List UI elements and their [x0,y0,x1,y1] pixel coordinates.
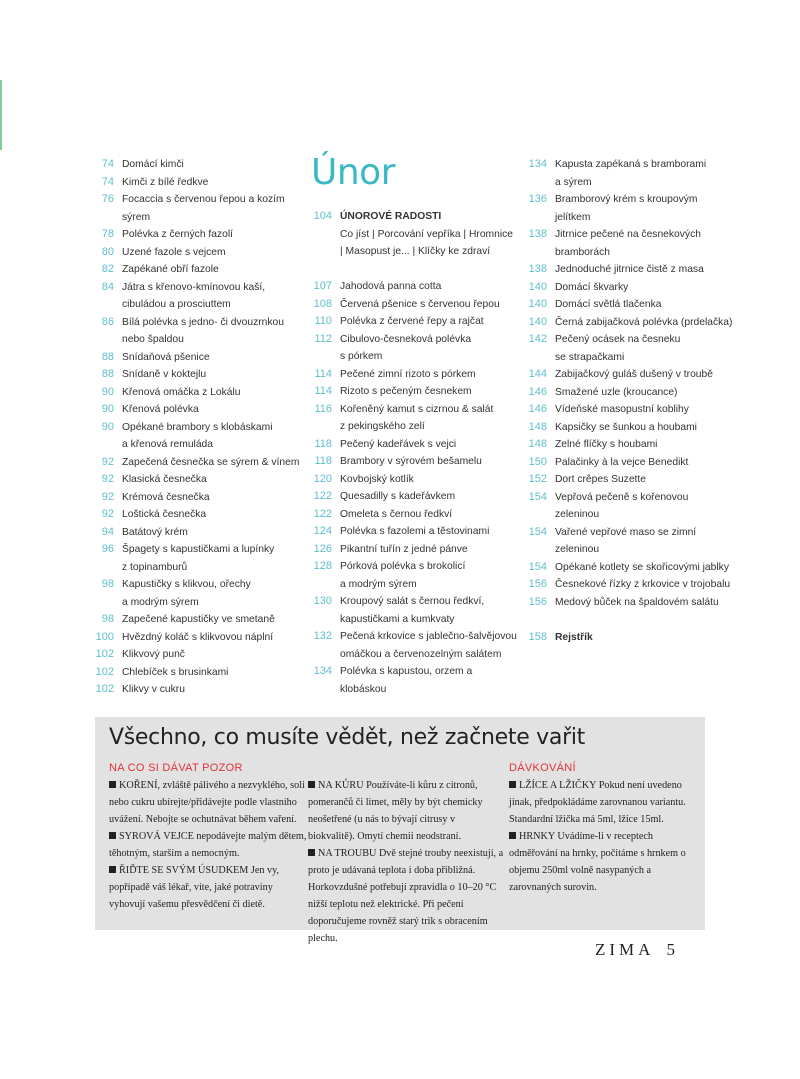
toc-title: Pečený kadeřávek s vejci [340,438,457,450]
toc-title: Kroupový salát s černou ředkví, [340,596,485,607]
info-paragraph: SYROVÁ VEJCE nepodávejte malým dětem, těhotným, starším a nemocným. [109,831,307,859]
toc-item-continued [518,244,758,262]
toc-column-2 [303,152,521,698]
toc-section-subtitle [303,243,521,261]
toc-title: Křenová polévka [122,404,199,415]
toc-page-number: 130 [313,595,332,607]
info-paragraph: NA TROUBU Dvě stejné trouby neexistují, a proto je udávaná teplota i doba přibližná. Horkovzdušné potřebují zpravidla o 10–20 °C nižší teplotu než elektrické. Při pečení doporučujeme rovněž starý trik s obracením plechu. [308,848,504,944]
toc-item[interactable] [85,489,300,507]
toc-item[interactable] [303,401,521,419]
toc-page-number [303,576,340,594]
toc-item[interactable] [85,524,300,542]
toc-page-number: 156 [528,578,547,590]
toc-title: nebo špaldou [122,334,184,345]
toc-title: Opékané kotlety se skořicovými jablky [555,561,729,573]
toc-item[interactable] [518,489,758,507]
toc-page-number [518,244,555,262]
toc-item[interactable] [85,244,300,262]
toc-item[interactable] [518,594,758,612]
toc-title: Zapékané obří fazole [122,264,219,275]
season-label: ZIMA [595,940,655,959]
toc-title: Klasická česnečka [122,474,207,485]
info-paragraph: KOŘENÍ, zvláště pálivého a nezvyklého, soli nebo cukru ubírejte/přidávejte podle vlastního uvážení. Nebojte se ochutnávat během vaření. [109,780,305,825]
toc-item[interactable] [85,681,300,699]
toc-page-number: 122 [313,490,332,502]
toc-page-number: 140 [528,315,547,328]
toc-page-number: 154 [528,525,547,538]
toc-item-continued [518,209,758,227]
toc-section-heading[interactable] [303,208,521,226]
toc-title: Vařené vepřové maso se zimní [555,526,697,538]
toc-page-number: 78 [101,228,114,240]
toc-page-number: 80 [101,245,114,258]
toc-title: Česnekové řízky z krkovice v trojobalu [555,579,731,590]
toc-item[interactable] [85,646,300,664]
toc-page-number: 142 [528,333,547,345]
bullet-square-icon [109,866,116,873]
toc-page-number: 152 [528,473,547,485]
toc-title: Polévka z černých fazolí [122,229,234,240]
toc-item[interactable] [303,453,521,471]
toc-item[interactable] [85,419,300,437]
toc-page-number [518,349,555,367]
toc-page-number: 92 [101,490,114,503]
toc-page-number: 84 [101,280,114,293]
toc-page-number: 90 [101,385,114,398]
toc-item[interactable] [85,279,300,297]
toc-title: Kořeněný kamut s cizrnou & salát [340,403,494,415]
toc-item-continued [85,296,300,314]
toc-item[interactable] [303,366,521,384]
toc-item[interactable] [518,331,758,349]
toc-title: a sýrem [555,176,592,188]
toc-title: Polévka z červené řepy a rajčat [340,316,484,327]
toc-item[interactable] [85,401,300,419]
toc-item[interactable] [85,156,300,174]
toc-page-number: 154 [528,560,547,573]
toc-item[interactable] [518,436,758,454]
toc-title: Zapečené kapustičky ve smetaně [122,614,275,625]
toc-title: zeleninou [555,544,600,555]
toc-item[interactable] [85,454,300,472]
toc-page-number: 118 [314,437,332,450]
toc-title: Zabijačkový guláš dušený v troubě [555,369,713,380]
toc-page-number [303,226,340,244]
toc-page-number: 112 [314,332,332,345]
toc-page-number: 138 [528,263,547,275]
toc-title: Pečené zimní rizoto s pórkem [340,368,476,380]
toc-title: jelítkem [555,211,591,223]
toc-title: Vepřová pečeně s kořenovou [555,491,689,503]
toc-item[interactable] [85,174,300,192]
toc-item[interactable] [303,278,521,296]
toc-item-index[interactable] [518,629,758,647]
toc-title: Batátový krém [122,526,188,538]
toc-title: Klikvový punč [122,649,185,660]
toc-page-number [518,541,555,559]
toc-item[interactable] [85,384,300,402]
toc-title: z pekingského zelí [340,421,425,432]
toc-page-number: 156 [528,595,547,608]
toc-page-number: 88 [101,350,114,363]
toc-page-number: 134 [528,158,547,170]
toc-item-continued [518,349,758,367]
toc-page-number: 92 [101,508,114,520]
toc-item[interactable] [303,558,521,576]
toc-item[interactable] [518,401,758,419]
toc-page-number: 108 [313,297,332,310]
toc-title: Jitrnice pečené na česnekových [555,229,701,240]
toc-title: Kapsičky se šunkou a houbami [555,421,697,433]
toc-page-number: 107 [313,280,332,292]
toc-page-number: 76 [101,193,114,205]
toc-page-number: 126 [313,542,332,555]
toc-page-number: 116 [314,402,332,415]
toc-page-number: 146 [528,403,547,415]
toc-page-number: 102 [95,683,114,695]
toc-title: Zelné flíčky s houbami [555,439,658,450]
toc-title: Snídaňová pšenice [122,351,210,363]
toc-item-continued [303,611,521,629]
info-box-title: Všechno, co musíte vědět, než začnete vařit [109,725,585,750]
toc-page-number [303,646,340,664]
toc-item[interactable] [85,629,300,647]
info-column-2 [308,761,504,947]
margin-accent-line [0,80,2,150]
toc-column-3 [518,156,758,646]
info-paragraph: NA KŮRU Používáte-li kůru z citronů, pomerančů či limet, měly by být chemicky neošetřené (u nás to bývají citrusy v biokvalitě). Omytí chemii neodstraní. [308,780,483,842]
toc-title: Játra s křenovo-kmínovou kaší, [122,281,266,293]
cooking-info-box [95,717,705,944]
bullet-square-icon [509,781,516,788]
toc-title: Červená pšenice s červenou řepou [340,298,500,310]
toc-page-number: 150 [528,455,547,468]
toc-title: Kimči z bílé ředkve [122,176,209,188]
toc-page-number: 82 [101,263,114,275]
toc-page-number [85,559,122,577]
toc-item[interactable] [303,313,521,331]
toc-item[interactable] [303,541,521,559]
toc-item-continued [85,331,300,349]
toc-page-number: 140 [528,280,547,293]
toc-title: Pikantní tuřín z jedné pánve [340,543,468,555]
toc-page-number: 86 [101,315,114,328]
toc-page-number [303,243,340,261]
toc-item-continued [303,576,521,594]
toc-page-number: 146 [528,385,547,398]
toc-page-number: 74 [101,158,114,170]
toc-title: omáčkou a červenozelným salátem [340,648,502,660]
toc-title: Černá zabijačková polévka (prdelačka) [555,316,733,328]
toc-section-subtitle [303,226,521,244]
toc-item[interactable] [303,506,521,524]
toc-title: Jednoduché jitrnice čistě z masa [555,264,704,275]
bullet-square-icon [109,781,116,788]
toc-title: | Masopust je... | Klíčky ke zdraví [340,246,491,257]
toc-page-number: 136 [528,193,547,205]
toc-item-continued [518,174,758,192]
toc-item[interactable] [518,314,758,332]
toc-title: Křenová omáčka z Lokálu [122,386,241,398]
toc-item-continued [303,348,521,366]
toc-item[interactable] [303,471,521,489]
toc-page-number: 110 [314,315,332,327]
toc-title: Bramborový krém s kroupovým [555,194,698,205]
toc-page-number [85,594,122,612]
toc-page-number: 102 [95,665,114,678]
toc-title: Uzené fazole s vejcem [122,246,226,258]
toc-item[interactable] [85,664,300,682]
toc-title: Pečená krkovice s jablečno-šalvějovou [340,631,517,642]
toc-item[interactable] [85,191,300,209]
toc-item[interactable] [303,383,521,401]
info-column-3 [509,761,699,896]
toc-title: a modrým sýrem [122,596,199,608]
toc-item[interactable] [85,314,300,332]
toc-page-number: 96 [101,543,114,555]
toc-title: s pórkem [340,351,383,362]
toc-page-number: 102 [95,648,114,660]
toc-item[interactable] [518,226,758,244]
toc-title: sýrem [122,211,151,223]
toc-column-1 [85,156,300,699]
toc-page-number [303,611,340,629]
toc-item[interactable] [85,366,300,384]
page-footer [595,940,675,960]
toc-title: Pórková polévka s brokolicí [340,561,466,572]
toc-title: Polévka s kapustou, orzem a klobáskou [340,666,473,695]
toc-item[interactable] [518,576,758,594]
toc-page-number: 98 [101,578,114,590]
toc-item-continued [85,594,300,612]
toc-item[interactable] [303,593,521,611]
toc-item[interactable] [518,419,758,437]
info-paragraph: HRNKY Uvádíme-li v receptech odměřování na hrnky, počítáme s hrnkem o objemu 250ml volně nasypaných a zarovnaných surovin. [509,831,686,893]
info-column-1 [109,761,309,913]
toc-title: Pečený ocásek na česneku [555,334,681,345]
toc-title: cibuládou a prosciuttem [122,299,231,310]
toc-page-number: 138 [528,228,547,240]
month-title: Únor [311,152,395,193]
toc-page-number: 140 [528,298,547,310]
toc-page-number [518,174,555,192]
bullet-square-icon [308,781,315,788]
toc-item[interactable] [518,384,758,402]
toc-title: Polévka s fazolemi a těstovinami [340,526,490,537]
toc-item[interactable] [303,488,521,506]
toc-item[interactable] [85,611,300,629]
toc-item-continued [518,506,758,524]
toc-page-number: 118 [314,455,332,467]
toc-title: Kapustičky s klikvou, ořechy [122,579,251,590]
toc-item[interactable] [85,471,300,489]
toc-title: Rejstřík [555,631,593,643]
info-heading: DÁVKOVÁNÍ [509,762,576,774]
toc-item[interactable] [518,296,758,314]
toc-page-number: 92 [101,455,114,468]
toc-page-number: 154 [528,490,547,503]
toc-title: Focaccia s červenou řepou a kozím [122,194,285,205]
bullet-square-icon [308,849,315,856]
toc-item[interactable] [85,506,300,524]
toc-item-continued [85,209,300,227]
bullet-square-icon [509,832,516,839]
toc-item[interactable] [518,191,758,209]
toc-title: Quesadilly s kadeřávkem [340,491,456,502]
toc-page-number [303,348,340,366]
toc-title: Špagety s kapustičkami a lupínky [122,544,275,555]
toc-page-number: 114 [314,385,332,397]
info-heading: NA CO SI DÁVAT POZOR [109,762,243,774]
toc-title: Hvězdný koláč s klikvovou náplní [122,631,274,643]
toc-title: Brambory v sýrovém bešamelu [340,456,482,467]
toc-item[interactable] [85,349,300,367]
page-number: 5 [666,940,675,959]
toc-item[interactable] [303,523,521,541]
toc-item[interactable] [303,331,521,349]
toc-item[interactable] [303,628,521,646]
toc-item-continued [303,418,521,436]
toc-page-number: 104 [313,210,332,222]
toc-item[interactable] [518,524,758,542]
toc-title: a křenová remuláda [122,439,214,450]
toc-title: Rizoto s pečeným česnekem [340,386,472,397]
toc-page-number [518,209,555,227]
toc-title: Loštická česnečka [122,509,207,520]
toc-page-number [85,296,122,314]
toc-page-number: 90 [101,420,114,433]
toc-page-number: 120 [313,472,332,485]
toc-title: Domácí světlá tlačenka [555,299,662,310]
toc-page-number [85,436,122,454]
toc-title: Domácí kimči [122,159,184,170]
toc-title: Jahodová panna cotta [340,281,442,292]
toc-title: z topinamburů [122,561,188,573]
toc-page-number: 90 [101,403,114,415]
bullet-square-icon [109,832,116,839]
toc-page-number: 124 [313,525,332,537]
toc-item[interactable] [518,261,758,279]
toc-item[interactable] [518,559,758,577]
toc-title: Vídeňské masopustní koblihy [555,404,689,415]
toc-page-number: 94 [101,525,114,538]
info-paragraph: LŽÍCE A LŽIČKY Pokud není uvedeno jinak, předpokládáme zarovnanou variantu. Standardní lžička má 5ml, lžíce 15ml. [509,780,686,825]
toc-page-number: 148 [528,438,547,450]
toc-title: Kovbojský kotlík [340,473,414,485]
toc-item[interactable] [518,279,758,297]
toc-page-number: 122 [313,507,332,520]
toc-item-continued [85,559,300,577]
toc-item-continued [85,436,300,454]
toc-title: Klikvy v cukru [122,684,185,695]
toc-page-number: 144 [528,368,547,380]
toc-page-number [85,331,122,349]
toc-page-number: 134 [313,665,332,677]
info-paragraph: ŘIĎTE SE SVÝM ÚSUDKEM Jen vy, popřípadě váš lékař, víte, jaké potraviny vyhovují vašemu přesvědčení či dietě. [109,865,280,910]
toc-page-number [303,418,340,436]
toc-page-number [85,209,122,227]
toc-title: Smažené uzle (kroucance) [555,386,678,398]
toc-page-number: 128 [313,560,332,572]
toc-item-continued [518,541,758,559]
toc-title: Dort crêpes Suzette [555,474,646,485]
toc-title: Snídaně v koktejlu [122,369,207,380]
toc-page-number: 158 [528,630,547,643]
toc-title: se strapačkami [555,351,625,363]
toc-item-continued [303,646,521,664]
toc-item[interactable] [85,261,300,279]
toc-item[interactable] [303,436,521,454]
toc-title: Omeleta s černou ředkví [340,508,453,520]
toc-page-number: 92 [101,473,114,485]
toc-title: zeleninou [555,509,600,520]
toc-title: Bílá polévka s jedno- či dvouzrnkou [122,316,284,328]
toc-item[interactable] [303,663,521,698]
toc-title: kapustičkami a kumkvaty [340,613,455,625]
toc-title: bramborách [555,246,610,258]
toc-title: Domácí škvarky [555,281,629,293]
toc-page-number: 132 [313,630,332,642]
toc-item[interactable] [303,296,521,314]
toc-title: Co jíst | Porcování vepříka | Hromnice [340,228,514,240]
toc-item[interactable] [85,576,300,594]
toc-title: Zapečená česnečka se sýrem & vínem [122,456,300,468]
toc-title: Medový bůček na špaldovém salátu [555,596,719,608]
toc-page-number: 98 [101,613,114,625]
toc-page-number: 114 [314,367,332,380]
toc-item[interactable] [85,541,300,559]
toc-title: Krémová česnečka [122,491,210,503]
toc-page-number: 148 [528,420,547,433]
toc-page-number: 100 [95,630,114,643]
toc-title: Chlebíček s brusinkami [122,666,229,678]
toc-item[interactable] [518,366,758,384]
toc-item[interactable] [518,156,758,174]
toc-title: ÚNOROVÉ RADOSTI [340,211,442,222]
toc-title: Palačinky à la vejce Benedikt [555,456,689,468]
toc-title: Cibulovo-česneková polévka [340,333,472,345]
toc-page-number: 74 [101,175,114,188]
toc-item[interactable] [518,454,758,472]
toc-title: Opékané brambory s klobáskami [122,421,273,433]
toc-item[interactable] [85,226,300,244]
toc-item[interactable] [518,471,758,489]
toc-title: Kapusta zapékaná s bramborami [555,159,707,170]
toc-title: a modrým sýrem [340,578,417,590]
toc-page-number [518,506,555,524]
toc-page-number: 88 [101,368,114,380]
